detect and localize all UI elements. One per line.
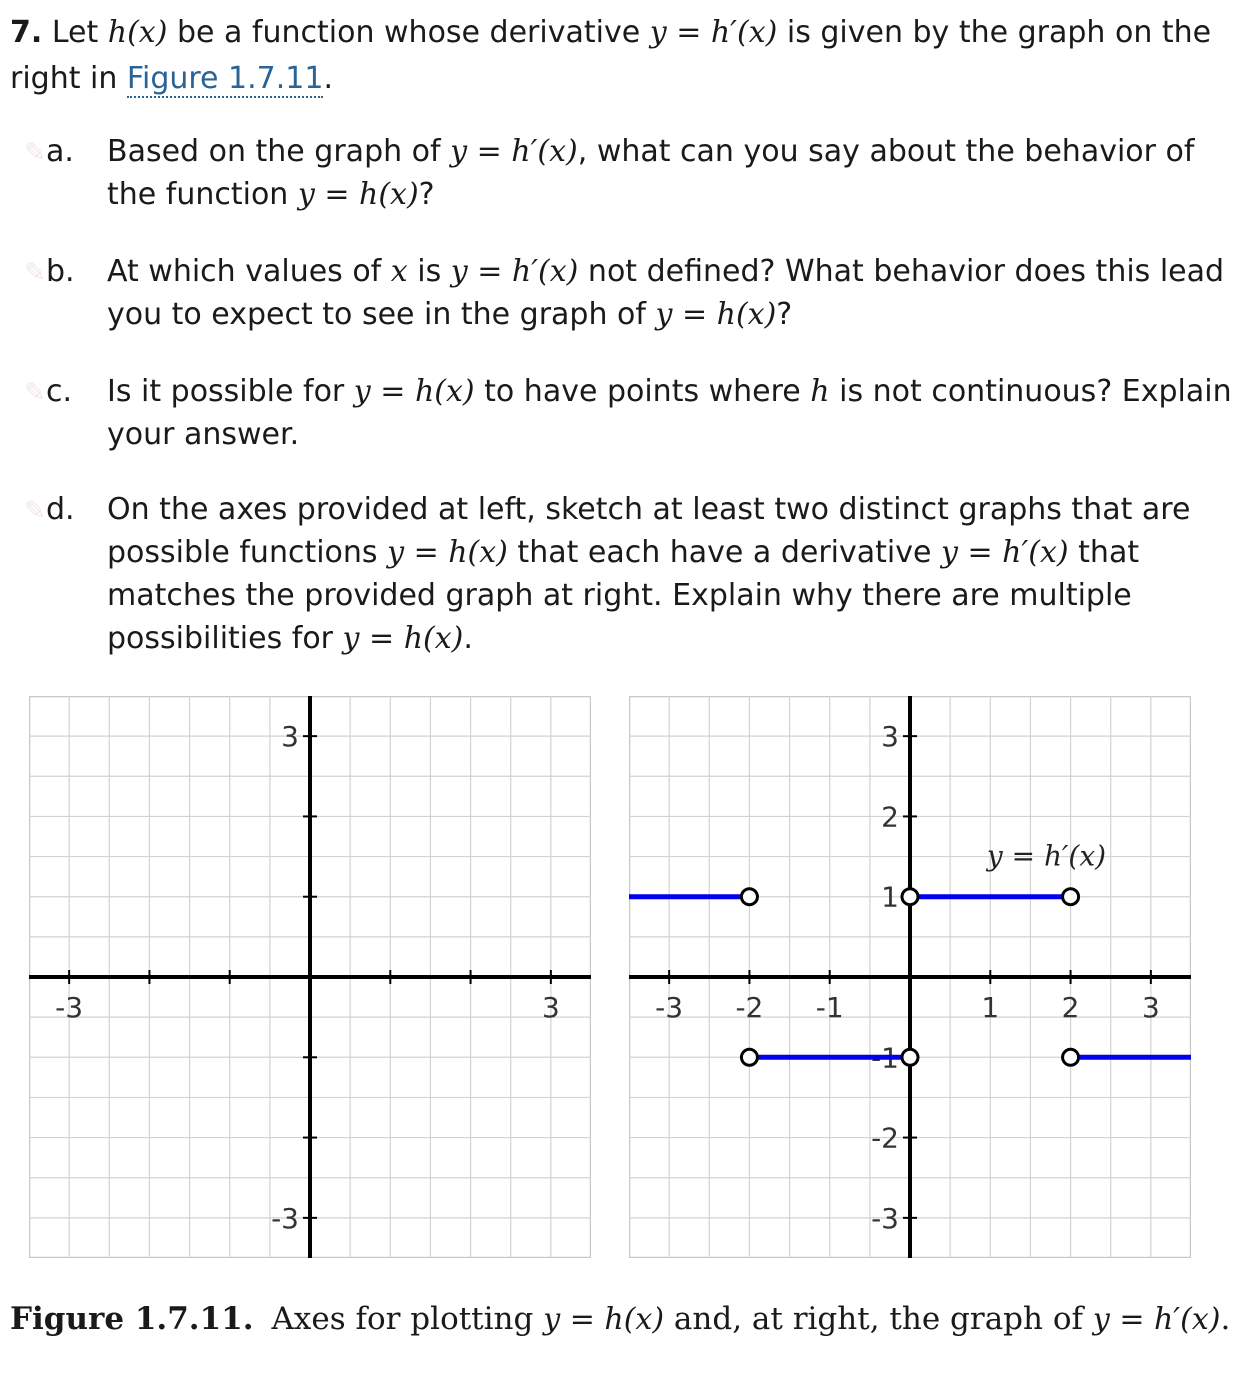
intro-text: be a function whose derivative (167, 15, 650, 50)
x-tick-label: 3 (541, 991, 560, 1024)
t: ? (776, 297, 793, 332)
caption-math: y = h′(x) (1092, 1302, 1221, 1337)
open-endpoint (741, 889, 757, 905)
pencil-icon: ✎ (24, 138, 46, 168)
pencil-icon: ✎ (24, 496, 46, 526)
task-text (107, 370, 1240, 456)
task-label-text: d. (46, 492, 75, 527)
x-tick-label: 1 (981, 991, 1000, 1024)
t: that matches the provided graph at right. Explain why there are multiple possibilities for (107, 535, 1140, 656)
caption-text: . (1220, 1301, 1231, 1337)
t: not defined? What behavior does this lead you to expect to see in the graph of (107, 254, 1225, 332)
open-endpoint (902, 889, 918, 905)
task-label (24, 130, 74, 173)
y-tick-label: 1 (881, 880, 899, 914)
blank-axes-plot (29, 696, 591, 1258)
task-text (107, 130, 1240, 216)
t: , what can you say about the behavior of the function (107, 134, 1195, 212)
figure-link[interactable]: Figure 1.7.11 (126, 61, 324, 96)
y-tick-label: -2 (871, 1121, 899, 1155)
x-tick-label: -3 (655, 991, 684, 1024)
caption-label: Figure 1.7.11. (10, 1301, 254, 1337)
task-text (107, 250, 1240, 336)
y-tick-label: 2 (881, 800, 899, 834)
problem-number: 7. (10, 15, 43, 50)
t: ? (418, 177, 435, 212)
caption-text: and, at right, the graph of (664, 1301, 1093, 1337)
curve-label: y = h′(x) (986, 839, 1107, 873)
caption-math: y = h(x) (543, 1302, 665, 1337)
t: is not continuous? Explain your answer. (107, 374, 1232, 452)
open-endpoint (902, 1049, 918, 1065)
t: to have points where (474, 374, 811, 409)
pencil-icon: ✎ (24, 378, 46, 408)
task-a (0, 130, 1240, 216)
y-tick-label: -1 (871, 1041, 899, 1075)
y-tick-label: 3 (881, 720, 899, 754)
math-h: h(x) (107, 15, 168, 50)
math: y = h′(x) (450, 134, 578, 169)
intro-text: . (323, 61, 334, 96)
t: On the axes provided at left, sketch at least two distinct graphs that are possible functions (107, 492, 1191, 570)
math: y = h′(x) (450, 254, 579, 289)
x-tick-label: 3 (1141, 991, 1160, 1024)
math: h (810, 374, 830, 409)
y-tick-label: -3 (871, 1201, 899, 1235)
math-deriv: y = h′(x) (649, 15, 778, 50)
intro-text: Let (51, 15, 108, 50)
x-tick-label: 2 (1061, 991, 1080, 1024)
derivative-plot (629, 696, 1191, 1258)
math: y = h(x) (655, 297, 777, 332)
task-label-text: c. (46, 374, 73, 409)
math: y = h(x) (297, 177, 419, 212)
math: y = h(x) (353, 374, 475, 409)
task-label-text: b. (46, 254, 75, 289)
task-c (0, 370, 1240, 456)
task-label (24, 488, 75, 531)
task-label (24, 370, 73, 413)
math: y = h(x) (342, 621, 464, 656)
t: is (407, 254, 451, 289)
figure-caption (10, 1296, 1230, 1343)
y-tick-label: -3 (271, 1201, 299, 1235)
task-b (0, 250, 1240, 336)
t: . (463, 621, 473, 656)
task-label-text: a. (46, 134, 74, 169)
x-tick-label: -3 (55, 991, 84, 1024)
caption-text: Axes for plotting (271, 1301, 544, 1337)
t: Based on the graph of (107, 134, 451, 169)
y-tick-label: 3 (281, 720, 299, 754)
pencil-icon: ✎ (24, 258, 46, 288)
task-label (24, 250, 75, 293)
problem-statement (10, 10, 1240, 102)
task-text (107, 488, 1240, 660)
t: Is it possible for (107, 374, 354, 409)
task-d (0, 488, 1240, 660)
x-tick-label: -2 (735, 991, 764, 1024)
open-endpoint (1063, 889, 1079, 905)
math: x (390, 254, 408, 289)
open-endpoint (741, 1049, 757, 1065)
intro-text: is given by the graph on the right in (10, 15, 1212, 96)
open-endpoint (1063, 1049, 1079, 1065)
x-tick-label: -1 (815, 991, 844, 1024)
t: that each have a derivative (507, 535, 941, 570)
math: y = h′(x) (941, 535, 1069, 570)
t: At which values of (107, 254, 391, 289)
math: y = h(x) (387, 535, 508, 570)
